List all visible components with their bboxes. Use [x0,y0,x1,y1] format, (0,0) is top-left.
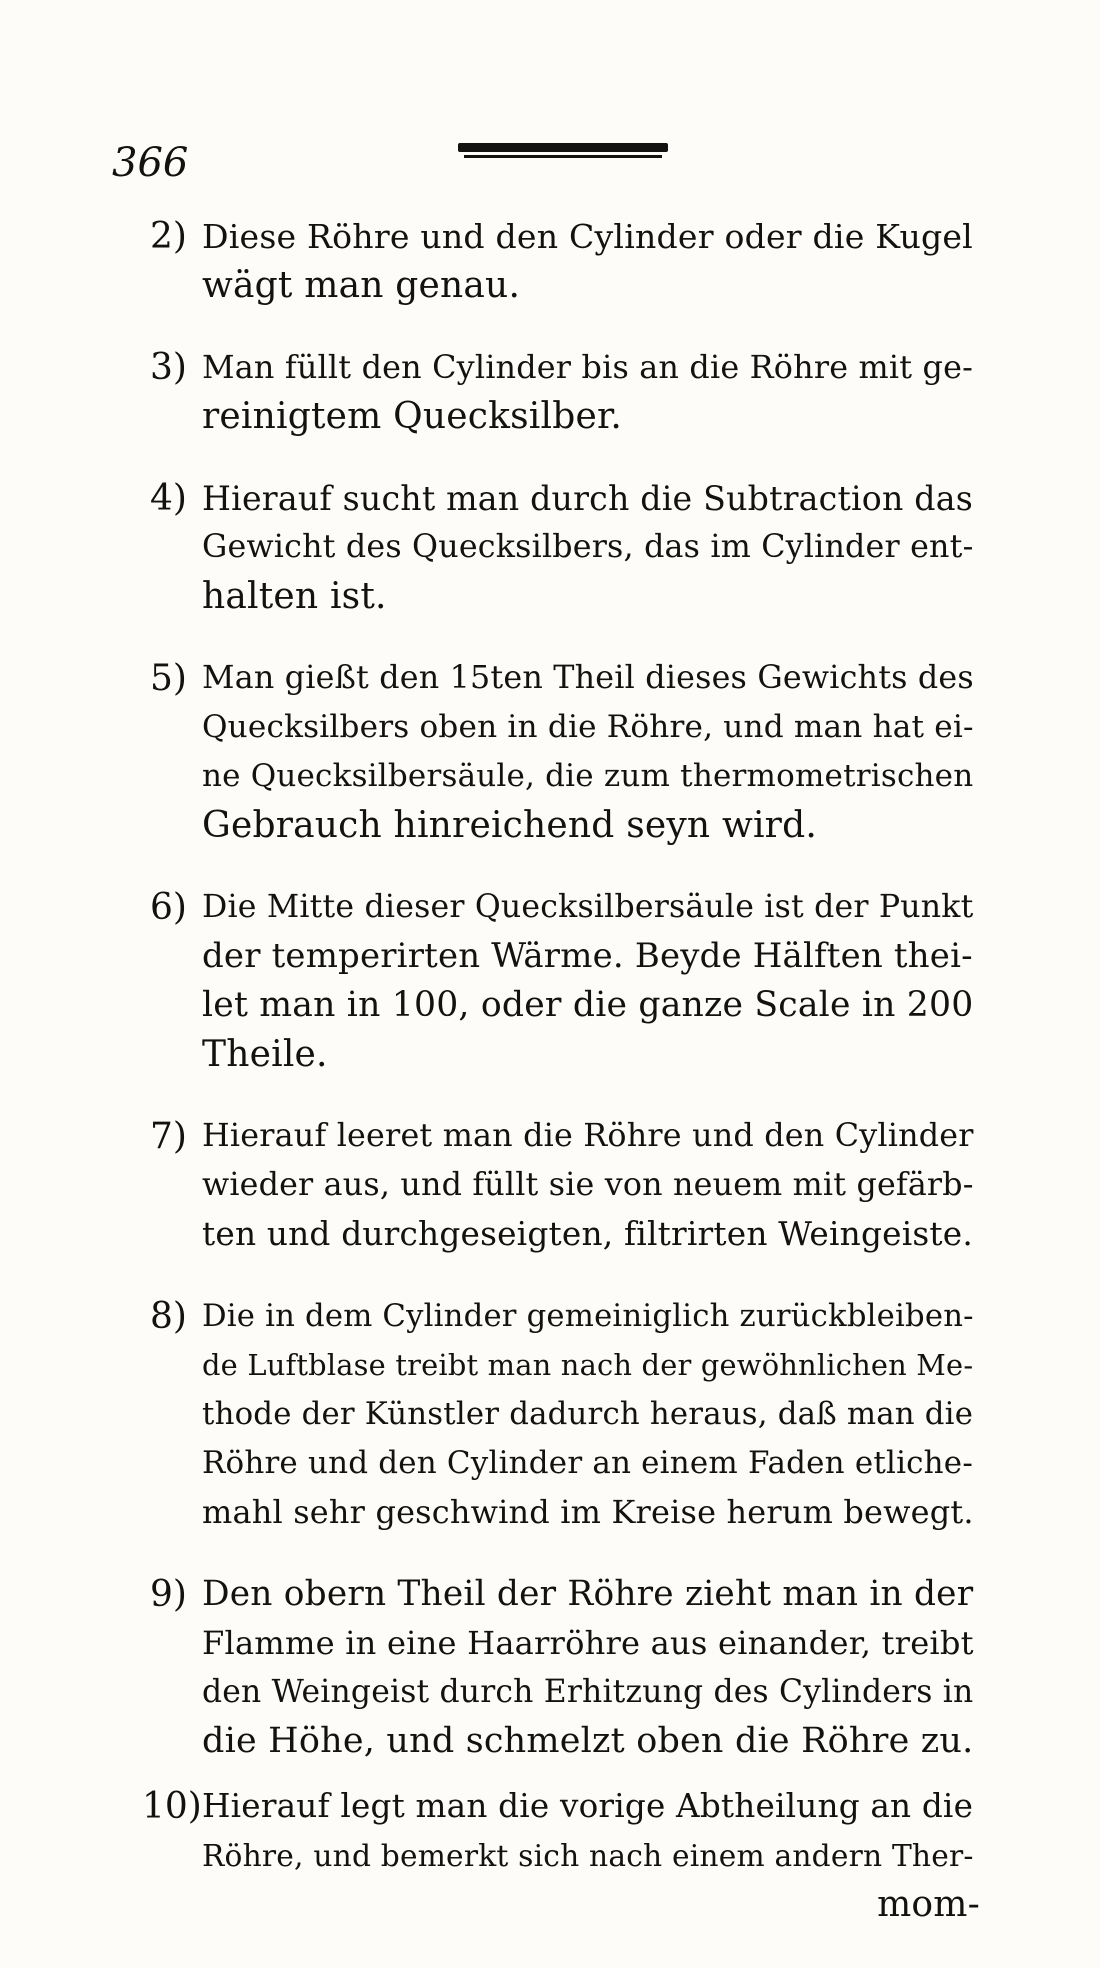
text-line: ne Quecksilbersäule, die zum thermometrischen [202,758,974,794]
item-number: 6) [150,887,187,928]
item-number: 4) [150,478,187,519]
header-rule-thick [458,143,668,152]
text-line: let man in 100, oder die ganze Scale in 200 [202,985,974,1025]
text-line: Hierauf leeret man die Röhre und den Cylinder [202,1118,974,1154]
text-line: de Luftblase treibt man nach der gewöhnlichen Me- [202,1348,974,1382]
list-item [150,474,980,621]
text-line: Röhre, und bemerkt sich nach einem andern Ther- [202,1838,974,1873]
list-item [150,654,980,850]
text-line: den Weingeist durch Erhitzung des Cylinders in [202,1674,974,1710]
text-line: Quecksilbers oben in die Röhre, und man hat ei- [202,709,974,745]
text-line: Gewicht des Quecksilbers, das im Cylinder ent- [202,529,974,565]
page-number: 366 [112,140,189,186]
text-line: die Höhe, und schmelzt oben die Röhre zu. [202,1721,974,1761]
header-rule-thin [464,155,662,158]
list-item [150,883,980,1079]
item-number: 5) [150,658,187,699]
item-number: 2) [150,216,187,257]
list-item [150,1112,980,1259]
text-line: Diese Röhre und den Cylinder oder die Kugel [202,217,973,256]
text-line: Den obern Theil der Röhre zieht man in der [202,1574,974,1614]
text-line: Flamme in eine Haarröhre aus einander, treibt [202,1624,974,1662]
text-line: ten und durchgeseigten, filtrirten Weingeiste. [202,1215,973,1253]
catchword: mom- [877,1884,980,1925]
text-line: wägt man genau. [202,265,521,306]
text-line: Hierauf sucht man durch die Subtraction das [202,479,973,518]
list-item [142,1782,980,1929]
text-line: mahl sehr geschwind im Kreise herum bewegt. [202,1493,974,1531]
numbered-list [142,212,980,1929]
item-number: 9) [150,1574,187,1615]
text-line: wieder aus, und füllt sie von neuem mit gefärb- [202,1167,974,1203]
text-line: Die Mitte dieser Quecksilbersäule ist der Punkt [202,889,974,925]
list-item [150,343,980,441]
item-number: 3) [150,347,187,388]
header-rule [458,143,668,159]
text-line: Theile. [202,1034,328,1075]
item-number: 10) [142,1786,202,1827]
list-item [150,1570,980,1766]
text-line: Gebrauch hinreichend seyn wird. [202,805,817,846]
text-line: thode der Künstler dadurch heraus, daß man die [202,1396,974,1432]
list-item [150,1292,980,1537]
text-line: halten ist. [202,576,387,617]
text-line: Röhre und den Cylinder an einem Faden etliche- [202,1445,973,1481]
text-line: Hierauf legt man die vorige Abtheilung an die [202,1787,974,1825]
text-line: der temperirten Wärme. Beyde Hälften thei- [202,937,973,976]
item-number: 7) [150,1116,187,1157]
text-line: Man füllt den Cylinder bis an die Röhre mit ge- [202,348,974,386]
text-line: reinigtem Quecksilber. [202,396,623,437]
item-number: 8) [150,1296,187,1337]
text-line: Man gießt den 15ten Theil dieses Gewichts des [202,660,974,696]
text-line: Die in dem Cylinder gemeiniglich zurückbleiben- [202,1299,974,1334]
list-item [150,212,980,310]
